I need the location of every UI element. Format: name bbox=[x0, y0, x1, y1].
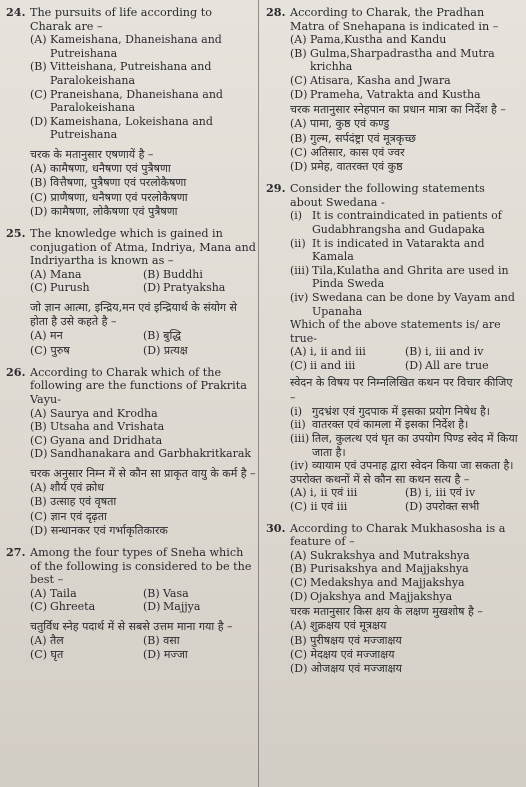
hindi-option-d: (D) मज्जा bbox=[143, 648, 188, 662]
option-c: (C) Medakshya and Majjakshya bbox=[290, 576, 465, 590]
option-a: (A) Sukrakshya and Mutrakshya bbox=[290, 548, 470, 562]
option-a: (A) Kameishana, Dhaneishana and Putreishana bbox=[30, 33, 222, 60]
option-b: (B) Gulma,Sharpadrastha and Mutra krichha bbox=[290, 46, 495, 74]
hindi-option-c: (C) घृत bbox=[30, 648, 64, 662]
column-divider bbox=[258, 0, 259, 787]
hindi-stem: चतुर्विध स्नेह पदार्थ में से सबसे उत्तम माना गया है – bbox=[30, 619, 233, 633]
hindi-option-a: (A) शुक्रक्षय एवं मूत्रक्षय bbox=[290, 619, 387, 633]
option-c: (C) Praneishana, Dhaneishana and Paralokeishana bbox=[30, 87, 223, 115]
hindi-which-prompt: उपरोक्त कथनों में से कौन सा कथन सत्य है – bbox=[290, 472, 470, 486]
hindi-option-a: (A) कामैषणा, धनैषणा एवं पुत्रैषणा bbox=[30, 162, 171, 176]
question-number: 28. bbox=[266, 5, 286, 19]
statement-iii: (iii) Tila,Kulatha and Ghrita are used in Pinda Sweda bbox=[290, 263, 509, 291]
question-26 bbox=[6, 366, 256, 538]
which-prompt: Which of the above statements is/ are true- bbox=[290, 318, 501, 345]
option-b: (B) Purisakshya and Majjakshya bbox=[290, 562, 469, 576]
question-number: 27. bbox=[6, 544, 26, 559]
hindi-block bbox=[30, 620, 256, 663]
question-30 bbox=[266, 522, 520, 677]
left-column bbox=[6, 6, 256, 670]
question-stem: According to Charak Mukhasosha is a feature of – bbox=[290, 521, 506, 549]
question-28 bbox=[266, 6, 520, 174]
option-b: (B) i, iii and iv bbox=[405, 345, 484, 359]
hindi-option-d: (D) ओजक्षय एवं मज्जाक्षय bbox=[290, 662, 402, 676]
question-number: 25. bbox=[6, 225, 26, 240]
hindi-option-b: (B) बुद्धि bbox=[143, 329, 182, 343]
hindi-option-b: (B) i, iii एवं iv bbox=[405, 486, 476, 500]
question-29 bbox=[266, 182, 520, 513]
hindi-option-a: (A) तैल bbox=[30, 634, 64, 648]
hindi-statement-iii: (iii) तिल, कुलत्थ एवं घृत का उपयोग पिण्ड स्वेद में किया जाता है। bbox=[290, 432, 518, 459]
statement-i: (i) It is contraindicated in patients of Gudabhrangsha and Gudapaka bbox=[290, 209, 502, 236]
statement-iv: (iv) Swedana can be done by Vayam and Upanaha bbox=[290, 290, 515, 318]
option-a: (A) Taila bbox=[30, 586, 77, 600]
option-c: (C) Purush bbox=[30, 281, 90, 295]
option-b: (B) Buddhi bbox=[143, 267, 203, 281]
question-24 bbox=[6, 6, 256, 219]
hindi-option-d: (D) उपरोक्त सभी bbox=[405, 500, 480, 514]
question-number: 30. bbox=[266, 520, 286, 535]
hindi-option-c: (C) अतिसार, कास एवं ज्वर bbox=[290, 145, 405, 159]
hindi-option-b: (B) पुरीषक्षय एवं मज्जाक्षय bbox=[290, 633, 402, 647]
question-stem: Among the four types of Sneha which of the following is considered to be the best – bbox=[30, 545, 252, 587]
hindi-option-a: (A) मन bbox=[30, 329, 63, 343]
option-d: (D) Ojakshya and Majjakshya bbox=[290, 589, 453, 603]
hindi-option-c: (C) प्राणैषणा, धनैषणा एवं परलोकैषणा bbox=[30, 190, 188, 204]
hindi-block bbox=[290, 103, 520, 174]
option-d: (D) Sandhanakara and Garbhakritkarak bbox=[30, 447, 252, 461]
hindi-block bbox=[30, 148, 256, 219]
hindi-option-a: (A) शौर्य एवं क्रोध bbox=[30, 481, 104, 495]
hindi-stem: चरक मतानुसार किस क्षय के लक्षण मुखशोष है – bbox=[290, 605, 483, 619]
hindi-statement-i: (i) गुदभ्रंश एवं गुदपाक में इसका प्रयोग निषेध है। bbox=[290, 404, 490, 418]
hindi-option-c: (C) ii एवं iii bbox=[290, 500, 348, 514]
question-stem: The pursuits of life according to Charak are – bbox=[30, 6, 212, 33]
hindi-option-c: (C) मेदक्षय एवं मज्जाक्षय bbox=[290, 647, 395, 661]
hindi-option-a: (A) पामा, कुष्ठ एवं कण्डु bbox=[290, 117, 390, 131]
hindi-option-b: (B) उत्साह एवं वृषता bbox=[30, 495, 117, 509]
hindi-option-b: (B) वित्तैषणा, पुत्रैषणा एवं परलोकैषणा bbox=[30, 176, 187, 190]
question-25 bbox=[6, 227, 256, 358]
option-d: (D) Majjya bbox=[143, 600, 201, 614]
question-stem: The knowledge which is gained in conjugation of Atma, Indriya, Mana and Indriyartha is known as – bbox=[30, 226, 256, 268]
option-a: (A) Pama,Kustha and Kandu bbox=[290, 33, 447, 47]
hindi-stem: चरक के मतानुसार एषणायें है – bbox=[30, 147, 154, 161]
option-c: (C) ii and iii bbox=[290, 358, 356, 372]
option-d: (D) Prameha, Vatrakta and Kustha bbox=[290, 87, 481, 101]
hindi-statement-iv: (iv) व्यायाम एवं उपनाह द्वारा स्वेदन किया जा सकता है। bbox=[290, 459, 514, 473]
option-b: (B) Vitteishana, Putreishana and Paralokeishana bbox=[30, 60, 212, 87]
question-number: 26. bbox=[6, 364, 26, 379]
hindi-option-d: (D) सन्धानकर एवं गर्भाकृतिकारक bbox=[30, 523, 168, 537]
hindi-statement-ii: (ii) वातरक्त एवं कामला में इसका निर्देश है। bbox=[290, 418, 469, 432]
option-c: (C) Gyana and Dridhata bbox=[30, 433, 163, 447]
right-column bbox=[266, 6, 520, 684]
hindi-stem: चरक अनुसार निम्न में से कौन सा प्राकृत वायु के कर्म है – bbox=[30, 466, 256, 480]
hindi-option-d: (D) प्रमेह, वातरक्त एवं कुष्ठ bbox=[290, 159, 403, 173]
option-c: (C) Atisara, Kasha and Jwara bbox=[290, 73, 451, 87]
question-number: 24. bbox=[6, 5, 26, 19]
question-number: 29. bbox=[266, 181, 286, 196]
question-stem: Consider the following statements about Swedana - bbox=[290, 182, 485, 209]
hindi-stem: स्वेदन के विषय पर निम्नलिखित कथन पर विचार कीजिए – bbox=[290, 376, 513, 404]
option-a: (A) Saurya and Krodha bbox=[30, 406, 158, 420]
hindi-option-c: (C) ज्ञान एवं दृढ़ता bbox=[30, 509, 107, 523]
option-b: (B) Utsaha and Vrishata bbox=[30, 420, 165, 434]
option-c: (C) Ghreeta bbox=[30, 600, 96, 614]
hindi-option-d: (D) प्रत्यक्ष bbox=[143, 343, 188, 357]
hindi-option-c: (C) पुरुष bbox=[30, 343, 70, 357]
statement-ii: (ii) It is indicated in Vatarakta and Kamala bbox=[290, 236, 485, 264]
hindi-option-a: (A) i, ii एवं iii bbox=[290, 486, 358, 500]
option-a: (A) i, ii and iii bbox=[290, 345, 366, 359]
hindi-option-b: (B) गुल्म, सर्पदंष्ट्रा एवं मूत्रकृच्छ bbox=[290, 131, 416, 145]
option-b: (B) Vasa bbox=[143, 586, 189, 600]
question-stem: According to Charak, the Pradhan Matra of Snehapana is indicated in – bbox=[290, 6, 499, 33]
option-d: (D) Kameishana, Lokeishana and Putreishana bbox=[30, 114, 213, 142]
option-d: (D) All are true bbox=[405, 358, 489, 372]
hindi-block bbox=[290, 605, 520, 676]
option-d: (D) Pratyaksha bbox=[143, 281, 226, 295]
question-27 bbox=[6, 546, 256, 663]
hindi-stem: चरक मतानुसार स्नेहपान का प्रधान मात्रा का निर्देश है – bbox=[290, 103, 506, 117]
option-a: (A) Mana bbox=[30, 267, 82, 281]
hindi-block bbox=[290, 376, 520, 404]
hindi-option-b: (B) वसा bbox=[143, 634, 180, 648]
hindi-block bbox=[30, 301, 256, 358]
hindi-block bbox=[30, 467, 256, 538]
question-stem: According to Charak which of the following are the functions of Prakrita Vayu- bbox=[30, 365, 247, 406]
hindi-option-d: (D) कामैषणा, लोकैषणा एवं पुत्रैषणा bbox=[30, 204, 178, 218]
hindi-stem: जो ज्ञान आत्मा, इन्द्रिय,मन एवं इन्द्रियार्थ के संयोग से होता है उसे कहते है – bbox=[30, 300, 237, 329]
